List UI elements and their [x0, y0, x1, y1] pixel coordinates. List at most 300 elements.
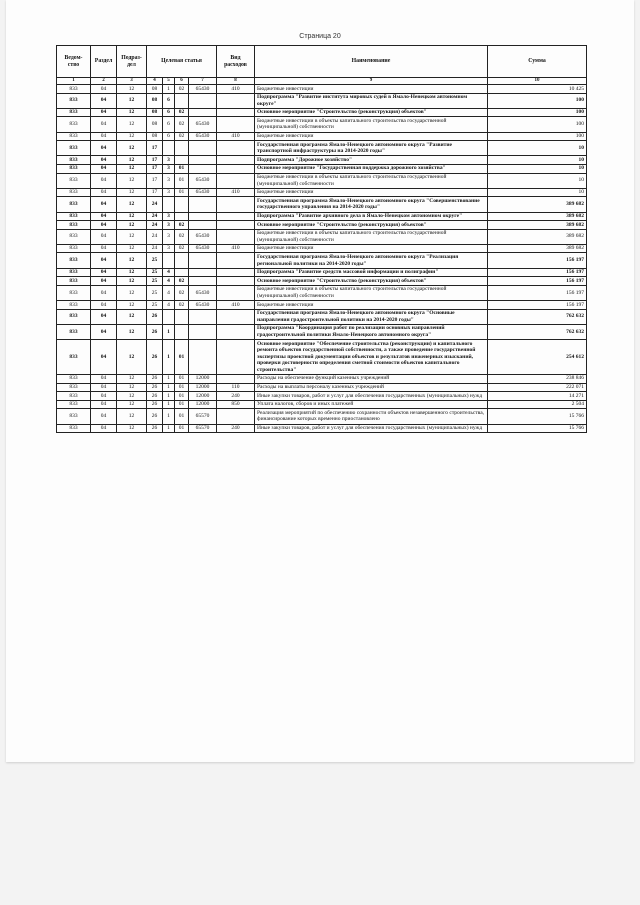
code-cell: 02	[175, 117, 189, 132]
column-number: 4	[147, 78, 163, 85]
column-number: 7	[189, 78, 217, 85]
table-row	[57, 309, 587, 324]
code-cell: 12000	[189, 374, 217, 383]
code-cell: 02	[175, 229, 189, 244]
code-cell: 17	[147, 141, 163, 156]
code-cell: 04	[91, 164, 117, 173]
table-row	[57, 253, 587, 268]
code-cell: 1	[163, 392, 175, 401]
code-cell: 833	[57, 277, 91, 286]
code-cell	[163, 253, 175, 268]
code-cell: 04	[91, 383, 117, 392]
code-cell: 26	[147, 409, 163, 424]
sum-cell: 156 197	[488, 268, 587, 277]
code-cell: 08	[147, 117, 163, 132]
code-cell: 02	[175, 285, 189, 300]
code-cell: 04	[91, 85, 117, 94]
code-cell	[163, 309, 175, 324]
name-cell: Бюджетные инвестиции	[255, 244, 488, 253]
code-cell: 65430	[189, 188, 217, 197]
code-cell: 6	[163, 117, 175, 132]
code-cell	[189, 197, 217, 212]
code-cell: 01	[175, 400, 189, 409]
table-row	[57, 156, 587, 165]
code-cell: 12	[117, 409, 147, 424]
code-cell: 04	[91, 253, 117, 268]
code-cell: 24	[147, 229, 163, 244]
sum-cell: 254 612	[488, 340, 587, 375]
code-cell: 25	[147, 277, 163, 286]
code-cell	[217, 108, 255, 117]
code-cell: 4	[163, 268, 175, 277]
code-cell: 04	[91, 108, 117, 117]
table-row	[57, 383, 587, 392]
code-cell	[217, 197, 255, 212]
code-cell	[217, 141, 255, 156]
code-cell: 833	[57, 108, 91, 117]
name-cell: Государственная программа Ямало-Ненецкого автономного округа "Развитие транспортной инфраструктуры на 2014-2020 годы"	[255, 141, 488, 156]
code-cell: 1	[163, 400, 175, 409]
code-cell: 24	[147, 244, 163, 253]
code-cell: 12	[117, 117, 147, 132]
sum-cell: 156 197	[488, 301, 587, 310]
sum-cell: 389 682	[488, 229, 587, 244]
code-cell	[217, 229, 255, 244]
code-cell: 02	[175, 85, 189, 94]
code-cell: 65430	[189, 301, 217, 310]
table-row	[57, 301, 587, 310]
code-cell: 12	[117, 277, 147, 286]
code-cell: 12	[117, 374, 147, 383]
code-cell: 17	[147, 173, 163, 188]
code-cell: 240	[217, 392, 255, 401]
code-cell: 3	[163, 229, 175, 244]
code-cell: 01	[175, 340, 189, 375]
table-row	[57, 244, 587, 253]
sum-cell: 222 071	[488, 383, 587, 392]
code-cell: 6	[163, 132, 175, 141]
code-cell: 01	[175, 374, 189, 383]
table-row	[57, 324, 587, 339]
code-cell: 26	[147, 324, 163, 339]
code-cell: 04	[91, 340, 117, 375]
code-cell: 833	[57, 173, 91, 188]
name-cell: Иные закупки товаров, работ и услуг для обеспечения государственных (муниципальных) нужд	[255, 424, 488, 433]
code-cell: 12	[117, 108, 147, 117]
column-number: 5	[163, 78, 175, 85]
table-row	[57, 85, 587, 94]
code-cell: 12	[117, 156, 147, 165]
code-cell: 65430	[189, 117, 217, 132]
code-cell	[163, 197, 175, 212]
code-cell: 17	[147, 164, 163, 173]
code-cell: 4	[163, 285, 175, 300]
code-cell	[217, 173, 255, 188]
code-cell	[217, 285, 255, 300]
code-cell: 04	[91, 229, 117, 244]
code-cell	[189, 340, 217, 375]
sum-cell: 389 682	[488, 197, 587, 212]
code-cell: 833	[57, 132, 91, 141]
code-cell: 4	[163, 301, 175, 310]
code-cell: 833	[57, 229, 91, 244]
code-cell	[175, 156, 189, 165]
table-row	[57, 392, 587, 401]
code-cell	[217, 221, 255, 230]
code-cell: 26	[147, 340, 163, 375]
sum-cell: 2 504	[488, 400, 587, 409]
code-cell: 08	[147, 85, 163, 94]
code-cell: 24	[147, 197, 163, 212]
name-cell: Бюджетные инвестиции в объекты капитального строительства государственной (муниципальной) собственности	[255, 117, 488, 132]
code-cell: 850	[217, 400, 255, 409]
name-cell: Основное мероприятие "Строительство (реконструкция) объектов"	[255, 221, 488, 230]
code-cell	[189, 221, 217, 230]
code-cell: 02	[175, 108, 189, 117]
code-cell: 08	[147, 108, 163, 117]
code-cell: 12	[117, 173, 147, 188]
page-label: Страница 20	[299, 33, 341, 40]
table-row	[57, 409, 587, 424]
code-cell: 02	[175, 277, 189, 286]
code-cell: 12	[117, 85, 147, 94]
code-cell	[217, 340, 255, 375]
code-cell: 65430	[189, 85, 217, 94]
header-target: Целевая статья	[147, 46, 217, 78]
header-name: Наименование	[255, 46, 488, 78]
code-cell: 833	[57, 268, 91, 277]
code-cell: 12000	[189, 400, 217, 409]
table-row	[57, 277, 587, 286]
column-number: 3	[117, 78, 147, 85]
name-cell: Подпрограмма "Развитие института мировых судей в Ямало-Ненецком автономном округе"	[255, 93, 488, 108]
code-cell: 833	[57, 309, 91, 324]
name-cell: Иные закупки товаров, работ и услуг для обеспечения государственных (муниципальных) нужд	[255, 392, 488, 401]
code-cell	[175, 253, 189, 268]
code-cell: 833	[57, 383, 91, 392]
name-cell: Подпрограмма "Дорожное хозяйство"	[255, 156, 488, 165]
sum-cell: 100	[488, 117, 587, 132]
header-ved: Ведом-ство	[57, 46, 91, 78]
table-row	[57, 400, 587, 409]
code-cell	[217, 212, 255, 221]
code-cell: 833	[57, 253, 91, 268]
code-cell: 110	[217, 383, 255, 392]
code-cell: 65430	[189, 244, 217, 253]
code-cell	[217, 324, 255, 339]
table-row	[57, 197, 587, 212]
name-cell: Основное мероприятие "Строительство (реконструкция) объектов"	[255, 277, 488, 286]
code-cell: 04	[91, 117, 117, 132]
code-cell: 65570	[189, 409, 217, 424]
code-cell: 1	[163, 424, 175, 433]
sum-cell: 389 682	[488, 244, 587, 253]
code-cell: 12000	[189, 383, 217, 392]
code-cell: 04	[91, 324, 117, 339]
code-cell: 12	[117, 340, 147, 375]
name-cell: Бюджетные инвестиции	[255, 132, 488, 141]
table-row	[57, 221, 587, 230]
name-cell: Бюджетные инвестиции в объекты капитального строительства государственной (муниципальной) собственности	[255, 285, 488, 300]
code-cell: 833	[57, 301, 91, 310]
code-cell: 24	[147, 212, 163, 221]
code-cell: 12	[117, 285, 147, 300]
code-cell	[217, 277, 255, 286]
code-cell: 08	[147, 132, 163, 141]
code-cell	[189, 212, 217, 221]
sum-cell: 238 846	[488, 374, 587, 383]
code-cell: 01	[175, 173, 189, 188]
sum-cell: 100	[488, 93, 587, 108]
code-cell	[217, 93, 255, 108]
header-podrazdel: Подраз-дел	[117, 46, 147, 78]
code-cell: 12	[117, 383, 147, 392]
code-cell	[217, 117, 255, 132]
sum-cell: 15 766	[488, 424, 587, 433]
code-cell	[175, 268, 189, 277]
code-cell: 04	[91, 221, 117, 230]
code-cell: 01	[175, 409, 189, 424]
code-cell: 12	[117, 324, 147, 339]
code-cell: 26	[147, 392, 163, 401]
sum-cell: 156 197	[488, 253, 587, 268]
code-cell	[175, 309, 189, 324]
code-cell	[217, 268, 255, 277]
code-cell: 12	[117, 268, 147, 277]
code-cell: 02	[175, 221, 189, 230]
code-cell: 65430	[189, 285, 217, 300]
code-cell: 26	[147, 400, 163, 409]
name-cell: Государственная программа Ямало-Ненецкого автономного округа "Основные направления градостроительной политики на 2014-2020 годы"	[255, 309, 488, 324]
sum-cell: 762 632	[488, 309, 587, 324]
code-cell: 65430	[189, 229, 217, 244]
code-cell: 12	[117, 93, 147, 108]
table-body	[57, 85, 587, 433]
code-cell	[217, 374, 255, 383]
code-cell: 12	[117, 424, 147, 433]
code-cell: 12	[117, 253, 147, 268]
code-cell: 04	[91, 188, 117, 197]
code-cell: 410	[217, 301, 255, 310]
name-cell: Государственная программа Ямало-Ненецкого автономного округа "Совершенствование государственного управления на 2014-2020 годы"	[255, 197, 488, 212]
table-row	[57, 285, 587, 300]
table-row	[57, 229, 587, 244]
code-cell: 04	[91, 197, 117, 212]
code-cell: 833	[57, 93, 91, 108]
code-cell: 04	[91, 309, 117, 324]
code-cell: 04	[91, 173, 117, 188]
name-cell: Реализация мероприятий по обеспечению сохранности объектов незавершенного строительства, финансирование которых временно приостановлено	[255, 409, 488, 424]
code-cell: 24	[147, 221, 163, 230]
code-cell	[175, 324, 189, 339]
code-cell: 02	[175, 132, 189, 141]
table-row	[57, 173, 587, 188]
table-row	[57, 132, 587, 141]
name-cell: Основное мероприятие "Обеспечение строительства (реконструкции) и капитального ремонта объектов государственной собственности, а также проведение государственной экспертизы проектной документации объектов и результатов инженерных изысканий, проверки достоверности определения сметной стоимости объектов капитального строительства"	[255, 340, 488, 375]
code-cell: 26	[147, 383, 163, 392]
code-cell: 833	[57, 409, 91, 424]
code-cell: 04	[91, 141, 117, 156]
code-cell: 410	[217, 244, 255, 253]
code-cell	[175, 197, 189, 212]
code-cell	[175, 141, 189, 156]
code-cell: 833	[57, 340, 91, 375]
code-cell: 08	[147, 93, 163, 108]
code-cell: 04	[91, 400, 117, 409]
code-cell: 12	[117, 141, 147, 156]
code-cell: 6	[163, 108, 175, 117]
code-cell: 833	[57, 141, 91, 156]
column-number: 1	[57, 78, 91, 85]
sum-cell: 389 682	[488, 212, 587, 221]
code-cell: 04	[91, 268, 117, 277]
name-cell: Подпрограмма "Развитие средств массовой информации и полиграфии"	[255, 268, 488, 277]
code-cell	[217, 309, 255, 324]
column-number: 9	[255, 78, 488, 85]
name-cell: Бюджетные инвестиции	[255, 85, 488, 94]
code-cell: 833	[57, 164, 91, 173]
code-cell: 833	[57, 400, 91, 409]
code-cell: 25	[147, 268, 163, 277]
sum-cell: 762 632	[488, 324, 587, 339]
code-cell: 1	[163, 85, 175, 94]
name-cell: Подпрограмма "Развитие архивного дела в Ямало-Ненецком автономном округе"	[255, 212, 488, 221]
header-sum: Сумма	[488, 46, 587, 78]
table-row	[57, 93, 587, 108]
code-cell: 3	[163, 212, 175, 221]
code-cell: 833	[57, 244, 91, 253]
name-cell: Бюджетные инвестиции в объекты капитального строительства государственной (муниципальной) собственности	[255, 173, 488, 188]
code-cell	[189, 164, 217, 173]
table-row	[57, 164, 587, 173]
code-cell: 17	[147, 188, 163, 197]
code-cell: 1	[163, 383, 175, 392]
code-cell	[175, 212, 189, 221]
code-cell: 01	[175, 188, 189, 197]
code-cell: 02	[175, 244, 189, 253]
code-cell: 3	[163, 173, 175, 188]
code-cell: 65430	[189, 173, 217, 188]
sum-cell: 156 197	[488, 277, 587, 286]
name-cell: Государственная программа Ямало-Ненецкого автономного округа "Реализация региональной политики на 2014-2020 годы"	[255, 253, 488, 268]
code-cell: 12	[117, 400, 147, 409]
sum-cell: 389 682	[488, 221, 587, 230]
code-cell: 04	[91, 132, 117, 141]
code-cell: 12	[117, 221, 147, 230]
column-number: 2	[91, 78, 117, 85]
sum-cell: 10	[488, 188, 587, 197]
name-cell: Бюджетные инвестиции	[255, 301, 488, 310]
code-cell: 04	[91, 374, 117, 383]
code-cell: 04	[91, 244, 117, 253]
column-number: 10	[488, 78, 587, 85]
code-cell: 3	[163, 244, 175, 253]
code-cell: 3	[163, 188, 175, 197]
column-number: 8	[217, 78, 255, 85]
code-cell: 04	[91, 301, 117, 310]
table-row	[57, 141, 587, 156]
code-cell: 01	[175, 424, 189, 433]
table-row	[57, 117, 587, 132]
code-cell: 833	[57, 117, 91, 132]
name-cell: Основное мероприятие "Строительство (реконструкция) объектов"	[255, 108, 488, 117]
code-cell: 01	[175, 383, 189, 392]
code-cell: 833	[57, 424, 91, 433]
code-cell: 1	[163, 340, 175, 375]
code-cell: 833	[57, 156, 91, 165]
code-cell: 4	[163, 277, 175, 286]
code-cell	[189, 309, 217, 324]
code-cell: 26	[147, 374, 163, 383]
code-cell: 25	[147, 253, 163, 268]
code-cell: 04	[91, 156, 117, 165]
code-cell: 65570	[189, 424, 217, 433]
code-cell: 240	[217, 424, 255, 433]
code-cell: 1	[163, 409, 175, 424]
code-cell: 12	[117, 301, 147, 310]
table-row	[57, 424, 587, 433]
code-cell: 17	[147, 156, 163, 165]
code-cell	[189, 277, 217, 286]
code-cell: 26	[147, 424, 163, 433]
sum-cell: 10	[488, 164, 587, 173]
code-cell: 6	[163, 93, 175, 108]
name-cell: Основное мероприятие "Государственная поддержка дорожного хозяйства"	[255, 164, 488, 173]
code-cell: 833	[57, 221, 91, 230]
code-cell: 3	[163, 156, 175, 165]
table-row	[57, 188, 587, 197]
code-cell: 833	[57, 392, 91, 401]
sum-cell: 100	[488, 108, 587, 117]
code-cell: 04	[91, 93, 117, 108]
code-cell	[189, 324, 217, 339]
code-cell: 04	[91, 212, 117, 221]
code-cell: 12	[117, 197, 147, 212]
table-row	[57, 108, 587, 117]
table-row	[57, 268, 587, 277]
code-cell: 01	[175, 164, 189, 173]
code-cell	[189, 253, 217, 268]
name-cell: Подпрограмма "Координация работ по реализации основных направлений градостроительной политики Ямало-Ненецкого автономного округа"	[255, 324, 488, 339]
code-cell	[189, 156, 217, 165]
code-cell	[189, 268, 217, 277]
code-cell: 04	[91, 277, 117, 286]
code-cell: 833	[57, 85, 91, 94]
code-cell	[163, 141, 175, 156]
code-cell: 12	[117, 212, 147, 221]
name-cell: Уплата налогов, сборов и иных платежей	[255, 400, 488, 409]
code-cell: 65430	[189, 132, 217, 141]
sum-cell: 15 766	[488, 409, 587, 424]
name-cell: Расходы на обеспечение функций казенных учреждений	[255, 374, 488, 383]
code-cell: 04	[91, 409, 117, 424]
header-row	[57, 46, 587, 78]
code-cell: 25	[147, 301, 163, 310]
code-cell	[217, 409, 255, 424]
column-number: 6	[175, 78, 189, 85]
code-cell: 12	[117, 309, 147, 324]
code-cell: 26	[147, 309, 163, 324]
code-cell	[175, 93, 189, 108]
code-cell: 12000	[189, 392, 217, 401]
sum-cell: 10 425	[488, 85, 587, 94]
code-cell: 833	[57, 324, 91, 339]
code-cell: 410	[217, 85, 255, 94]
code-cell	[217, 253, 255, 268]
code-cell: 12	[117, 392, 147, 401]
code-cell: 3	[163, 164, 175, 173]
header-vid: Вид расходов	[217, 46, 255, 78]
